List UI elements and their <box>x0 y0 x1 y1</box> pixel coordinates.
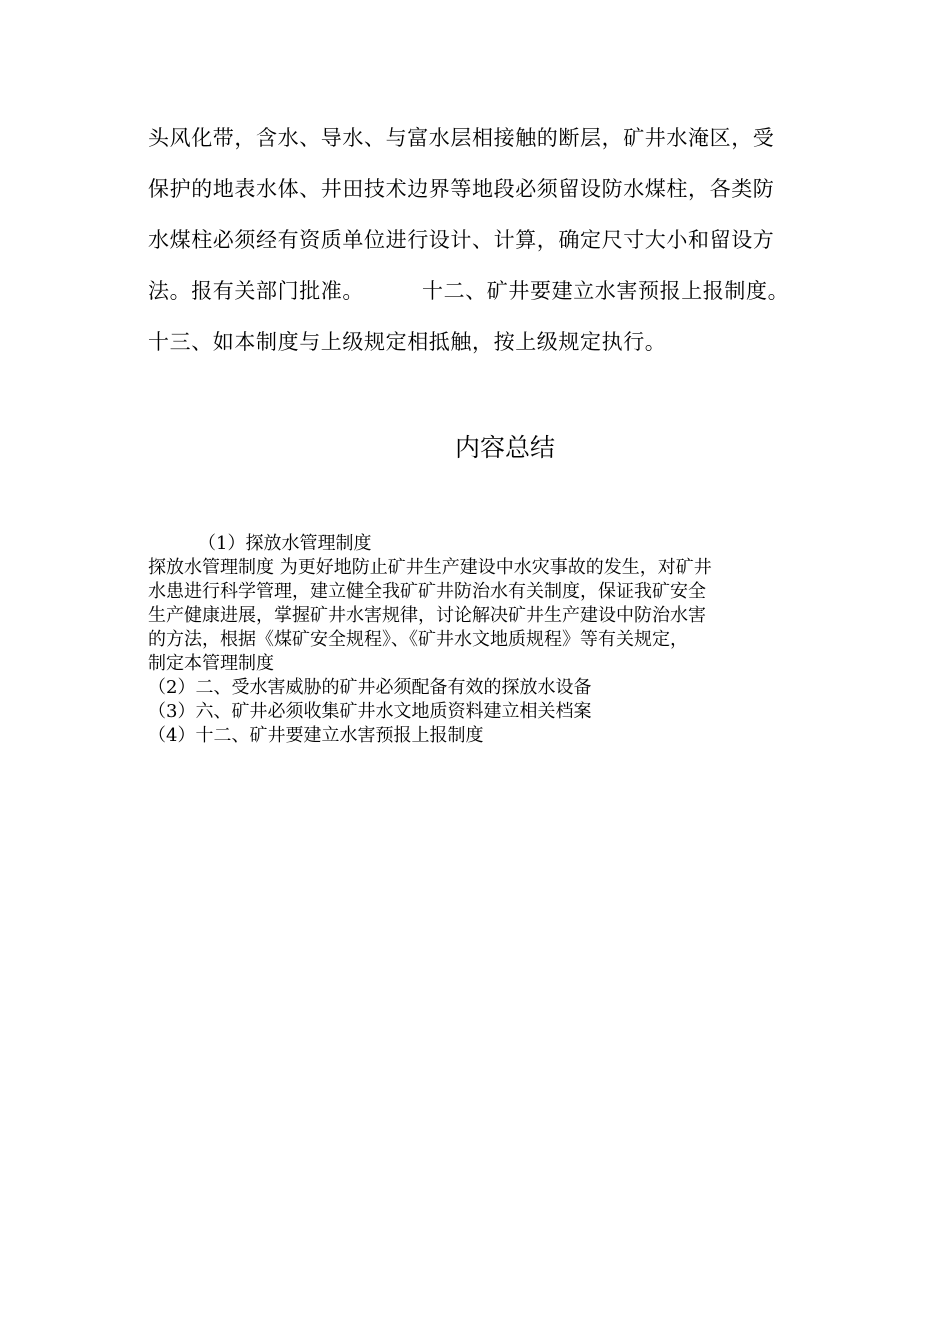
summary-item-body-line: 的方法，根据《煤矿安全规程》、《矿井水文地质规程》等有关规定， <box>148 629 688 650</box>
body-line: 保护的地表水体、井田技术边界等地段必须留设防水煤柱，各类防 <box>148 177 775 201</box>
summary-item-body-line: 生产健康进展，掌握矿井水害规律，讨论解决矿井生产建设中防治水害 <box>148 605 706 626</box>
summary-item-body-line: 制定本管理制度 <box>148 653 274 674</box>
summary-item-body-line: 探放水管理制度 为更好地防止矿井生产建设中水灾事故的发生，对矿井 <box>148 557 712 578</box>
summary-item-body-line: 水患进行科学管理，建立健全我矿矿井防治水有关制度，保证我矿安全 <box>148 581 706 602</box>
body-line: 十三、如本制度与上级规定相抵触，按上级规定执行。 <box>148 330 667 354</box>
summary-item: （4）十二、矿井要建立水害预报上报制度 <box>148 725 484 746</box>
summary-title: 内容总结 <box>454 433 555 462</box>
summary-section <box>148 532 798 748</box>
body-sentence: 法。报有关部门批准。 <box>148 279 364 303</box>
body-line <box>148 271 803 322</box>
body-line: 头风化带，含水、导水、与富水层相接触的断层，矿井水淹区，受 <box>148 126 775 150</box>
summary-item: （3）六、矿井必须收集矿井水文地质资料建立相关档案 <box>148 701 592 722</box>
summary-item-heading: （1）探放水管理制度 <box>198 533 372 554</box>
summary-item: （2）二、受水害威胁的矿井必须配备有效的探放水设备 <box>148 677 592 698</box>
body-line: 水煤柱必须经有资质单位进行设计、计算，确定尺寸大小和留设方 <box>148 228 775 252</box>
body-text <box>148 118 803 373</box>
body-sentence: 十二、矿井要建立水害预报上报制度。 <box>422 279 790 303</box>
